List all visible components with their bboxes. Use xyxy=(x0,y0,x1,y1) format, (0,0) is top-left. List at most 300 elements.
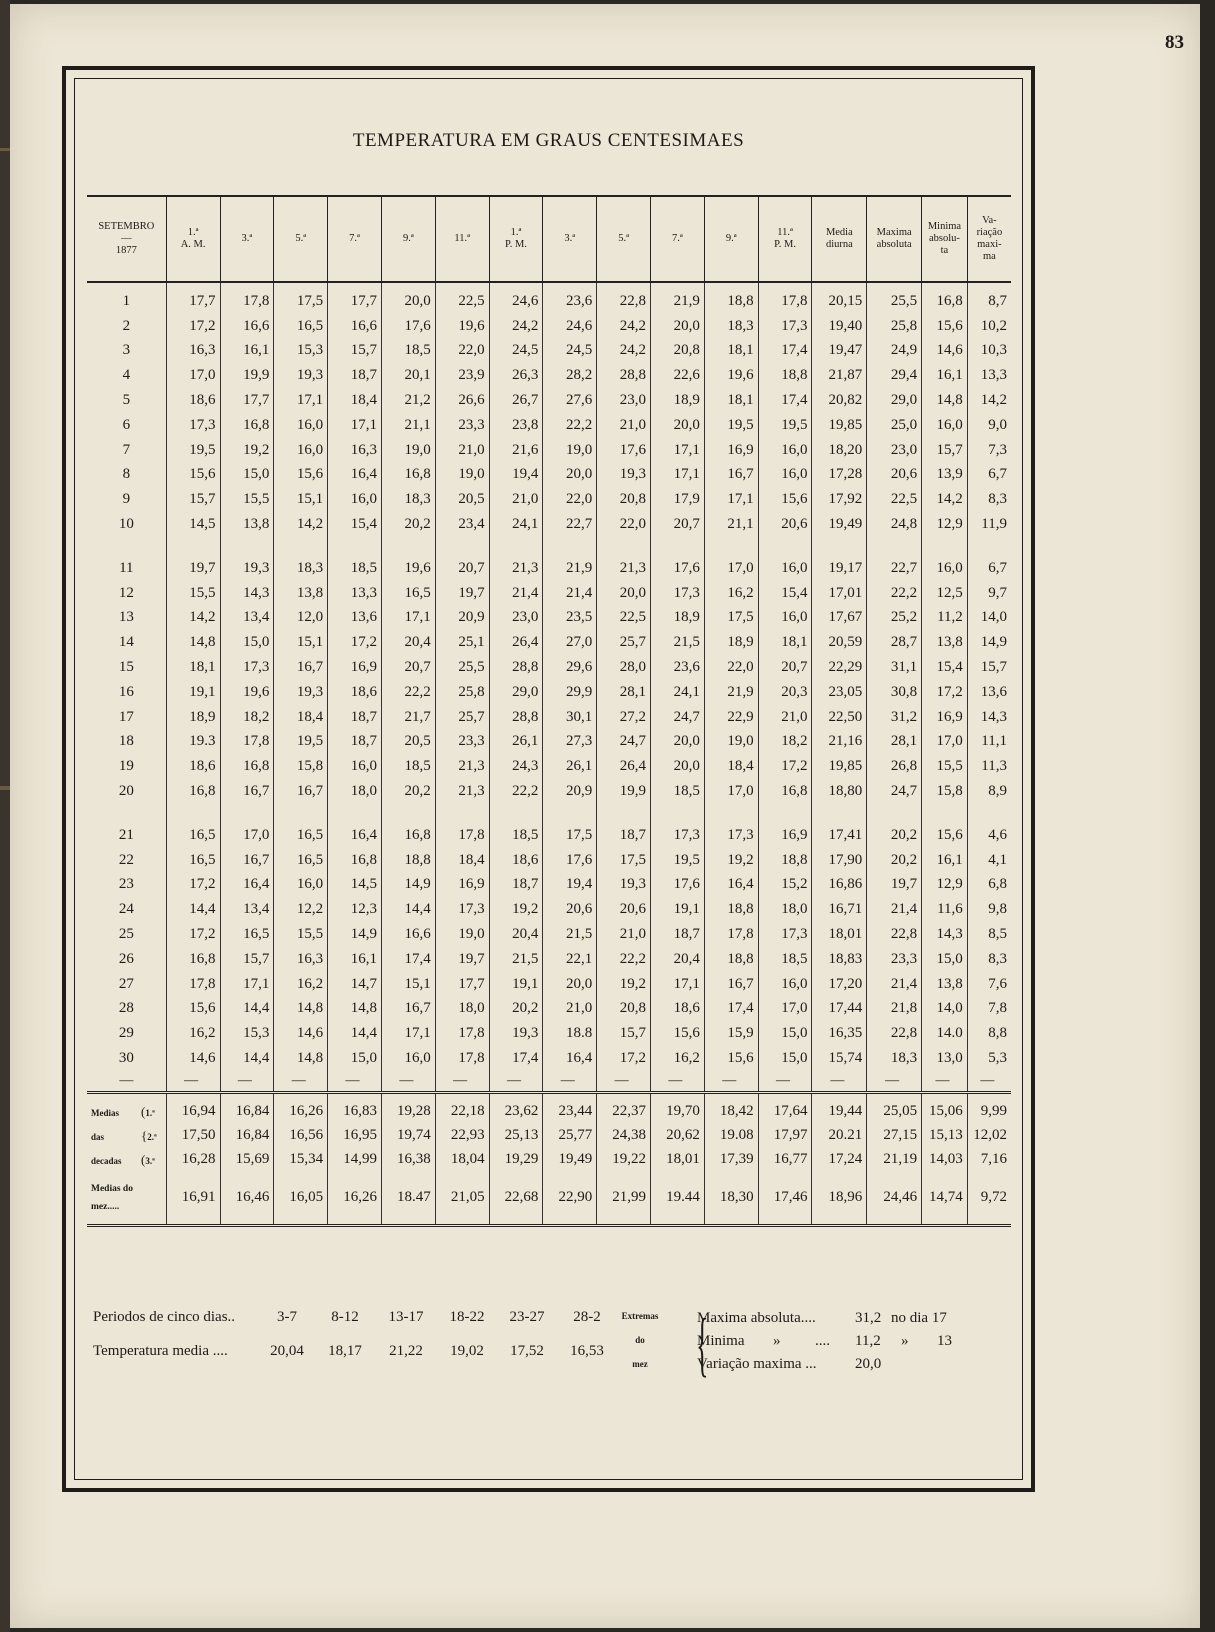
value-cell: 14,4 xyxy=(381,897,435,922)
medias-label: das xyxy=(91,1131,105,1142)
value-cell: 17,0 xyxy=(922,730,968,755)
dash-row xyxy=(87,1071,1011,1093)
decada-label-cell xyxy=(87,1148,166,1172)
medias-mez-value-cell: 16,91 xyxy=(166,1172,220,1226)
value-cell: 16,8 xyxy=(381,463,435,488)
extremas-brace: { xyxy=(696,1304,709,1384)
value-cell: 18,8 xyxy=(704,897,758,922)
spacer-row xyxy=(87,804,1011,823)
page-title: TEMPERATURA EM GRAUS CENTESIMAES xyxy=(352,130,745,151)
value-cell: 19,5 xyxy=(758,413,812,438)
table-row xyxy=(87,339,1011,364)
medias-mez-value-cell: 22,90 xyxy=(543,1172,597,1226)
value-cell: 16,7 xyxy=(704,972,758,997)
value-cell: 14,7 xyxy=(328,972,382,997)
decada-value-cell: 16,56 xyxy=(274,1124,328,1148)
value-cell: 18,1 xyxy=(704,339,758,364)
spacer-cell xyxy=(704,804,758,823)
value-cell: 15,0 xyxy=(220,630,274,655)
value-cell: 17,20 xyxy=(812,972,867,997)
value-cell: 16,0 xyxy=(758,606,812,631)
value-cell: 7,6 xyxy=(967,972,1011,997)
value-cell: 15,5 xyxy=(922,754,968,779)
medias-mez-value-cell: 19.44 xyxy=(651,1172,705,1226)
decada-row xyxy=(87,1100,1011,1124)
spacer-cell xyxy=(597,537,651,556)
column-header-line: Maxima xyxy=(876,226,912,238)
day-cell: 21 xyxy=(118,826,134,843)
medias-mez-value-cell: 18.47 xyxy=(381,1172,435,1226)
value-cell: 22,1 xyxy=(543,947,597,972)
dash-cell: — xyxy=(867,1071,922,1093)
value-cell: 13,8 xyxy=(274,581,328,606)
decada-row xyxy=(87,1124,1011,1148)
column-header xyxy=(812,196,867,282)
table-row xyxy=(87,873,1011,898)
decada-value-cell: 22,93 xyxy=(435,1124,489,1148)
spacer-cell xyxy=(87,282,166,289)
ext-var-label: Variação maxima ... xyxy=(697,1356,817,1372)
end-rule-cell xyxy=(166,1225,220,1227)
column-header xyxy=(704,196,758,282)
value-cell: 13,0 xyxy=(922,1046,968,1071)
value-cell: 15,3 xyxy=(274,339,328,364)
value-cell: 27,3 xyxy=(543,730,597,755)
end-rule-cell xyxy=(543,1225,597,1227)
value-cell: 6,7 xyxy=(967,556,1011,581)
value-cell: 20,82 xyxy=(812,388,867,413)
ext-min-day: 13 xyxy=(937,1333,952,1349)
value-cell: 20,8 xyxy=(651,339,705,364)
value-cell: 22,7 xyxy=(867,556,922,581)
table-row xyxy=(87,680,1011,705)
value-cell: 18,9 xyxy=(704,630,758,655)
column-header xyxy=(435,196,489,282)
value-cell: 17,7 xyxy=(220,388,274,413)
value-cell: 12,9 xyxy=(922,512,968,537)
temperatura-media-label: Temperatura media .... xyxy=(93,1343,228,1359)
value-cell: 17,5 xyxy=(543,823,597,848)
page-edge-shadow xyxy=(0,0,10,1632)
value-cell: 25,8 xyxy=(435,680,489,705)
end-rule-cell xyxy=(489,1225,543,1227)
value-cell: 20,7 xyxy=(381,655,435,680)
spacer-cell xyxy=(704,282,758,289)
brace-mark: { xyxy=(141,1127,148,1143)
value-cell: 19,5 xyxy=(651,848,705,873)
brace-mark: ( xyxy=(141,1151,146,1167)
value-cell: 11,2 xyxy=(922,606,968,631)
value-cell: 29,4 xyxy=(867,363,922,388)
value-cell: 17,4 xyxy=(758,388,812,413)
value-cell: 23,0 xyxy=(867,438,922,463)
page-number: 83 xyxy=(1165,32,1184,53)
value-cell: 28,8 xyxy=(489,655,543,680)
value-cell: 17,6 xyxy=(381,314,435,339)
value-cell: 23,3 xyxy=(435,730,489,755)
value-cell: 22,5 xyxy=(597,606,651,631)
value-cell: 19,3 xyxy=(597,463,651,488)
value-cell: 18,7 xyxy=(597,823,651,848)
value-cell: 24,7 xyxy=(651,705,705,730)
value-cell: 22,7 xyxy=(543,512,597,537)
decada-value-cell: 25,77 xyxy=(543,1124,597,1148)
value-cell: 23,9 xyxy=(435,363,489,388)
value-cell: 16,3 xyxy=(274,947,328,972)
value-cell: 14,8 xyxy=(274,997,328,1022)
value-cell: 16,7 xyxy=(220,848,274,873)
spacer-cell xyxy=(274,282,328,289)
value-cell: 18,8 xyxy=(381,848,435,873)
value-cell: 17,5 xyxy=(274,289,328,314)
medias-mez-value-cell: 18,30 xyxy=(704,1172,758,1226)
value-cell: 26,3 xyxy=(489,363,543,388)
decada-value-cell: 20,62 xyxy=(651,1124,705,1148)
value-cell: 17,0 xyxy=(758,997,812,1022)
end-rule-cell xyxy=(328,1225,382,1227)
value-cell: 16,0 xyxy=(274,413,328,438)
value-cell: 14,5 xyxy=(166,512,220,537)
column-header xyxy=(543,196,597,282)
value-cell: 21,0 xyxy=(543,997,597,1022)
value-cell: 16,71 xyxy=(812,897,867,922)
value-cell: 17,2 xyxy=(166,922,220,947)
value-cell: 24,5 xyxy=(489,339,543,364)
value-cell: 14,2 xyxy=(967,388,1011,413)
spacer-cell xyxy=(489,282,543,289)
dash-cell: — xyxy=(758,1071,812,1093)
medias-mez-value-cell: 16,26 xyxy=(328,1172,382,1226)
ext-min-label: Minima xyxy=(697,1333,745,1349)
table-row xyxy=(87,705,1011,730)
value-cell: 16,0 xyxy=(328,754,382,779)
value-cell: 27,0 xyxy=(543,630,597,655)
value-cell: 21,5 xyxy=(543,922,597,947)
value-cell: 14,9 xyxy=(328,922,382,947)
value-cell: 15,6 xyxy=(274,463,328,488)
value-cell: 16,0 xyxy=(758,463,812,488)
end-rule-row xyxy=(87,1225,1011,1227)
dash-cell: — xyxy=(922,1071,968,1093)
decada-value-cell: 14,99 xyxy=(328,1148,382,1172)
spacer-cell xyxy=(651,282,705,289)
decada-value-cell: 18,01 xyxy=(651,1148,705,1172)
value-cell: 17,1 xyxy=(381,1021,435,1046)
value-cell: 19,6 xyxy=(704,363,758,388)
column-header-line: absolu- xyxy=(928,232,960,244)
decada-label-cell xyxy=(87,1100,166,1124)
spacer-cell xyxy=(597,804,651,823)
value-cell: 19,7 xyxy=(435,947,489,972)
value-cell: 13,3 xyxy=(328,581,382,606)
value-cell: 17,44 xyxy=(812,997,867,1022)
column-header-line: A. M. xyxy=(180,239,206,250)
temperatura-media-value: 19,02 xyxy=(450,1343,484,1359)
value-cell: 16,7 xyxy=(274,655,328,680)
value-cell: 21,5 xyxy=(651,630,705,655)
extremas-do-word: do xyxy=(635,1335,645,1345)
value-cell: 21,4 xyxy=(489,581,543,606)
value-cell: 17,2 xyxy=(922,680,968,705)
value-cell: 17,1 xyxy=(651,972,705,997)
decada-value-cell: 23,62 xyxy=(489,1100,543,1124)
spacer-cell xyxy=(87,804,166,823)
value-cell: 18,5 xyxy=(328,556,382,581)
table-row xyxy=(87,1021,1011,1046)
spacer-cell xyxy=(220,282,274,289)
periodo-value: 8-12 xyxy=(331,1309,359,1325)
value-cell: 17,3 xyxy=(704,823,758,848)
decada-value-cell: 16,84 xyxy=(220,1100,274,1124)
value-cell: 14,8 xyxy=(166,630,220,655)
value-cell: 24,1 xyxy=(651,680,705,705)
medias-mez-row xyxy=(87,1172,1011,1226)
value-cell: 12,9 xyxy=(922,873,968,898)
value-cell: 25,2 xyxy=(867,606,922,631)
value-cell: 26,4 xyxy=(597,754,651,779)
value-cell: 16,4 xyxy=(220,873,274,898)
value-cell: 22,8 xyxy=(867,922,922,947)
value-cell: 24,8 xyxy=(867,512,922,537)
value-cell: 16,9 xyxy=(922,705,968,730)
value-cell: 18,0 xyxy=(435,997,489,1022)
decada-value-cell: 25,05 xyxy=(867,1100,922,1124)
decada-value-cell: 20.21 xyxy=(812,1124,867,1148)
value-cell: 5,3 xyxy=(967,1046,1011,1071)
value-cell: 16,3 xyxy=(166,339,220,364)
value-cell: 31,2 xyxy=(867,705,922,730)
value-cell: 16,1 xyxy=(922,363,968,388)
value-cell: 13,4 xyxy=(220,897,274,922)
value-cell: 16,6 xyxy=(381,922,435,947)
table-row xyxy=(87,487,1011,512)
medias-mez-value-cell: 18,96 xyxy=(812,1172,867,1226)
spacer-cell xyxy=(166,282,220,289)
end-rule-cell xyxy=(704,1225,758,1227)
spacer-cell xyxy=(597,282,651,289)
day-cell: 7 xyxy=(122,441,131,458)
value-cell: 26,4 xyxy=(489,630,543,655)
decada-value-cell: 16,38 xyxy=(381,1148,435,1172)
value-cell: 24,5 xyxy=(543,339,597,364)
value-cell: 19,49 xyxy=(812,512,867,537)
value-cell: 19,3 xyxy=(274,680,328,705)
dash-cell: — xyxy=(166,1071,220,1093)
extremas-word: Extremas xyxy=(621,1311,659,1321)
value-cell: 16,5 xyxy=(274,823,328,848)
value-cell: 28,2 xyxy=(543,363,597,388)
decada-value-cell: 19.08 xyxy=(704,1124,758,1148)
value-cell: 19,85 xyxy=(812,754,867,779)
value-cell: 14,4 xyxy=(166,897,220,922)
value-cell: 16,0 xyxy=(274,873,328,898)
value-cell: 15,5 xyxy=(166,581,220,606)
spacer-cell xyxy=(489,804,543,823)
value-cell: 20,2 xyxy=(381,779,435,804)
value-cell: 18,9 xyxy=(651,388,705,413)
medias-mez-value-cell: 24,46 xyxy=(867,1172,922,1226)
value-cell: 20,0 xyxy=(543,972,597,997)
table-row xyxy=(87,314,1011,339)
day-cell: 2 xyxy=(122,317,131,334)
value-cell: 17,3 xyxy=(435,897,489,922)
value-cell: 14,8 xyxy=(922,388,968,413)
dash-cell: — xyxy=(704,1071,758,1093)
value-cell: 22,8 xyxy=(867,1021,922,1046)
value-cell: 17,1 xyxy=(651,463,705,488)
value-cell: 16,2 xyxy=(704,581,758,606)
value-cell: 16,8 xyxy=(166,779,220,804)
value-cell: 16,1 xyxy=(220,339,274,364)
column-header-line: 5.ª xyxy=(295,232,307,244)
value-cell: 22,2 xyxy=(867,581,922,606)
value-cell: 15,4 xyxy=(758,581,812,606)
column-header-line: 9.ª xyxy=(725,232,737,244)
value-cell: 17,4 xyxy=(758,339,812,364)
column-header-line: riação xyxy=(976,226,1003,238)
value-cell: 17,41 xyxy=(812,823,867,848)
spacer-cell xyxy=(922,804,968,823)
value-cell: 21,3 xyxy=(435,779,489,804)
decada-value-cell: 19,22 xyxy=(597,1148,651,1172)
medias-mez-label: Medias do xyxy=(91,1183,133,1194)
value-cell: 17,3 xyxy=(651,823,705,848)
value-cell: 16,9 xyxy=(704,438,758,463)
value-cell: 23,0 xyxy=(489,606,543,631)
day-cell: 3 xyxy=(122,342,131,359)
value-cell: 16,5 xyxy=(220,922,274,947)
value-cell: 17,2 xyxy=(328,630,382,655)
decada-value-cell: 15,13 xyxy=(922,1124,968,1148)
spacer-cell xyxy=(274,537,328,556)
value-cell: 16,7 xyxy=(220,779,274,804)
spacer-cell xyxy=(220,537,274,556)
value-cell: 7,3 xyxy=(967,438,1011,463)
value-cell: 21,16 xyxy=(812,730,867,755)
value-cell: 22,6 xyxy=(651,363,705,388)
value-cell: 19,40 xyxy=(812,314,867,339)
end-rule-cell xyxy=(758,1225,812,1227)
value-cell: 9,0 xyxy=(967,413,1011,438)
value-cell: 19,6 xyxy=(220,680,274,705)
value-cell: 20,0 xyxy=(651,314,705,339)
value-cell: 25,5 xyxy=(435,655,489,680)
decada-value-cell: 27,15 xyxy=(867,1124,922,1148)
value-cell: 17,8 xyxy=(166,972,220,997)
ext-min-value: 11,2 xyxy=(855,1333,881,1349)
value-cell: 16,35 xyxy=(812,1021,867,1046)
dash-cell: — xyxy=(812,1071,867,1093)
spacer-cell xyxy=(922,537,968,556)
value-cell: 18,6 xyxy=(166,754,220,779)
value-cell: 10,2 xyxy=(967,314,1011,339)
decada-value-cell: 23,44 xyxy=(543,1100,597,1124)
dash-cell: — xyxy=(967,1071,1011,1093)
table-row xyxy=(87,363,1011,388)
column-header xyxy=(651,196,705,282)
value-cell: 21,4 xyxy=(867,897,922,922)
table-row xyxy=(87,897,1011,922)
day-cell: 28 xyxy=(118,1000,134,1017)
column-header xyxy=(489,196,543,282)
spacer-cell xyxy=(812,537,867,556)
end-rule-cell xyxy=(597,1225,651,1227)
value-cell: 17,1 xyxy=(651,438,705,463)
value-cell: 15,1 xyxy=(381,972,435,997)
spacer-cell xyxy=(867,537,922,556)
value-cell: 16,6 xyxy=(328,314,382,339)
table-row xyxy=(87,438,1011,463)
day-cell: 25 xyxy=(118,926,134,943)
periodos-label: Periodos de cinco dias.. xyxy=(93,1309,236,1325)
decada-value-cell: 9,99 xyxy=(967,1100,1011,1124)
value-cell: 20,4 xyxy=(489,922,543,947)
value-cell: 24,6 xyxy=(489,289,543,314)
value-cell: 18,8 xyxy=(704,289,758,314)
ext-max-suffix: no dia 17 xyxy=(891,1310,947,1326)
value-cell: 13,8 xyxy=(922,630,968,655)
dash-cell: — xyxy=(220,1071,274,1093)
value-cell: 22,9 xyxy=(704,705,758,730)
spacer-row xyxy=(87,537,1011,556)
temperature-table xyxy=(87,195,1011,1227)
value-cell: 18,1 xyxy=(758,630,812,655)
value-cell: 18,5 xyxy=(489,823,543,848)
value-cell: 14,2 xyxy=(166,606,220,631)
value-cell: 18,9 xyxy=(166,705,220,730)
value-cell: 23,3 xyxy=(435,413,489,438)
spacer-cell xyxy=(381,282,435,289)
value-cell: 26,1 xyxy=(489,730,543,755)
value-cell: 21,0 xyxy=(435,438,489,463)
value-cell: 16,5 xyxy=(381,581,435,606)
ext-max-value: 31,2 xyxy=(855,1310,882,1326)
value-cell: 19,17 xyxy=(812,556,867,581)
value-cell: 16,9 xyxy=(435,873,489,898)
value-cell: 16,4 xyxy=(328,823,382,848)
value-cell: 16,0 xyxy=(922,413,968,438)
value-cell: 20,5 xyxy=(435,487,489,512)
value-cell: 16,1 xyxy=(922,848,968,873)
value-cell: 16,8 xyxy=(758,779,812,804)
decada-value-cell: 25,13 xyxy=(489,1124,543,1148)
value-cell: 19,4 xyxy=(489,463,543,488)
value-cell: 8,8 xyxy=(967,1021,1011,1046)
value-cell: 19,4 xyxy=(543,873,597,898)
value-cell: 22,5 xyxy=(867,487,922,512)
table-row xyxy=(87,997,1011,1022)
value-cell: 13,8 xyxy=(922,972,968,997)
value-cell: 13,9 xyxy=(922,463,968,488)
value-cell: 14.0 xyxy=(922,1021,968,1046)
value-cell: 22,2 xyxy=(489,779,543,804)
medias-mez-value-cell: 17,46 xyxy=(758,1172,812,1226)
value-cell: 27,2 xyxy=(597,705,651,730)
value-cell: 20,6 xyxy=(758,512,812,537)
value-cell: 19,3 xyxy=(220,556,274,581)
spacer-cell xyxy=(543,282,597,289)
value-cell: 18,5 xyxy=(381,339,435,364)
value-cell: 24,1 xyxy=(489,512,543,537)
value-cell: 31,1 xyxy=(867,655,922,680)
value-cell: 22,8 xyxy=(597,289,651,314)
table-row xyxy=(87,463,1011,488)
value-cell: 22,2 xyxy=(381,680,435,705)
value-cell: 21,0 xyxy=(597,413,651,438)
value-cell: 15,6 xyxy=(166,997,220,1022)
value-cell: 16,8 xyxy=(328,848,382,873)
table-row xyxy=(87,848,1011,873)
